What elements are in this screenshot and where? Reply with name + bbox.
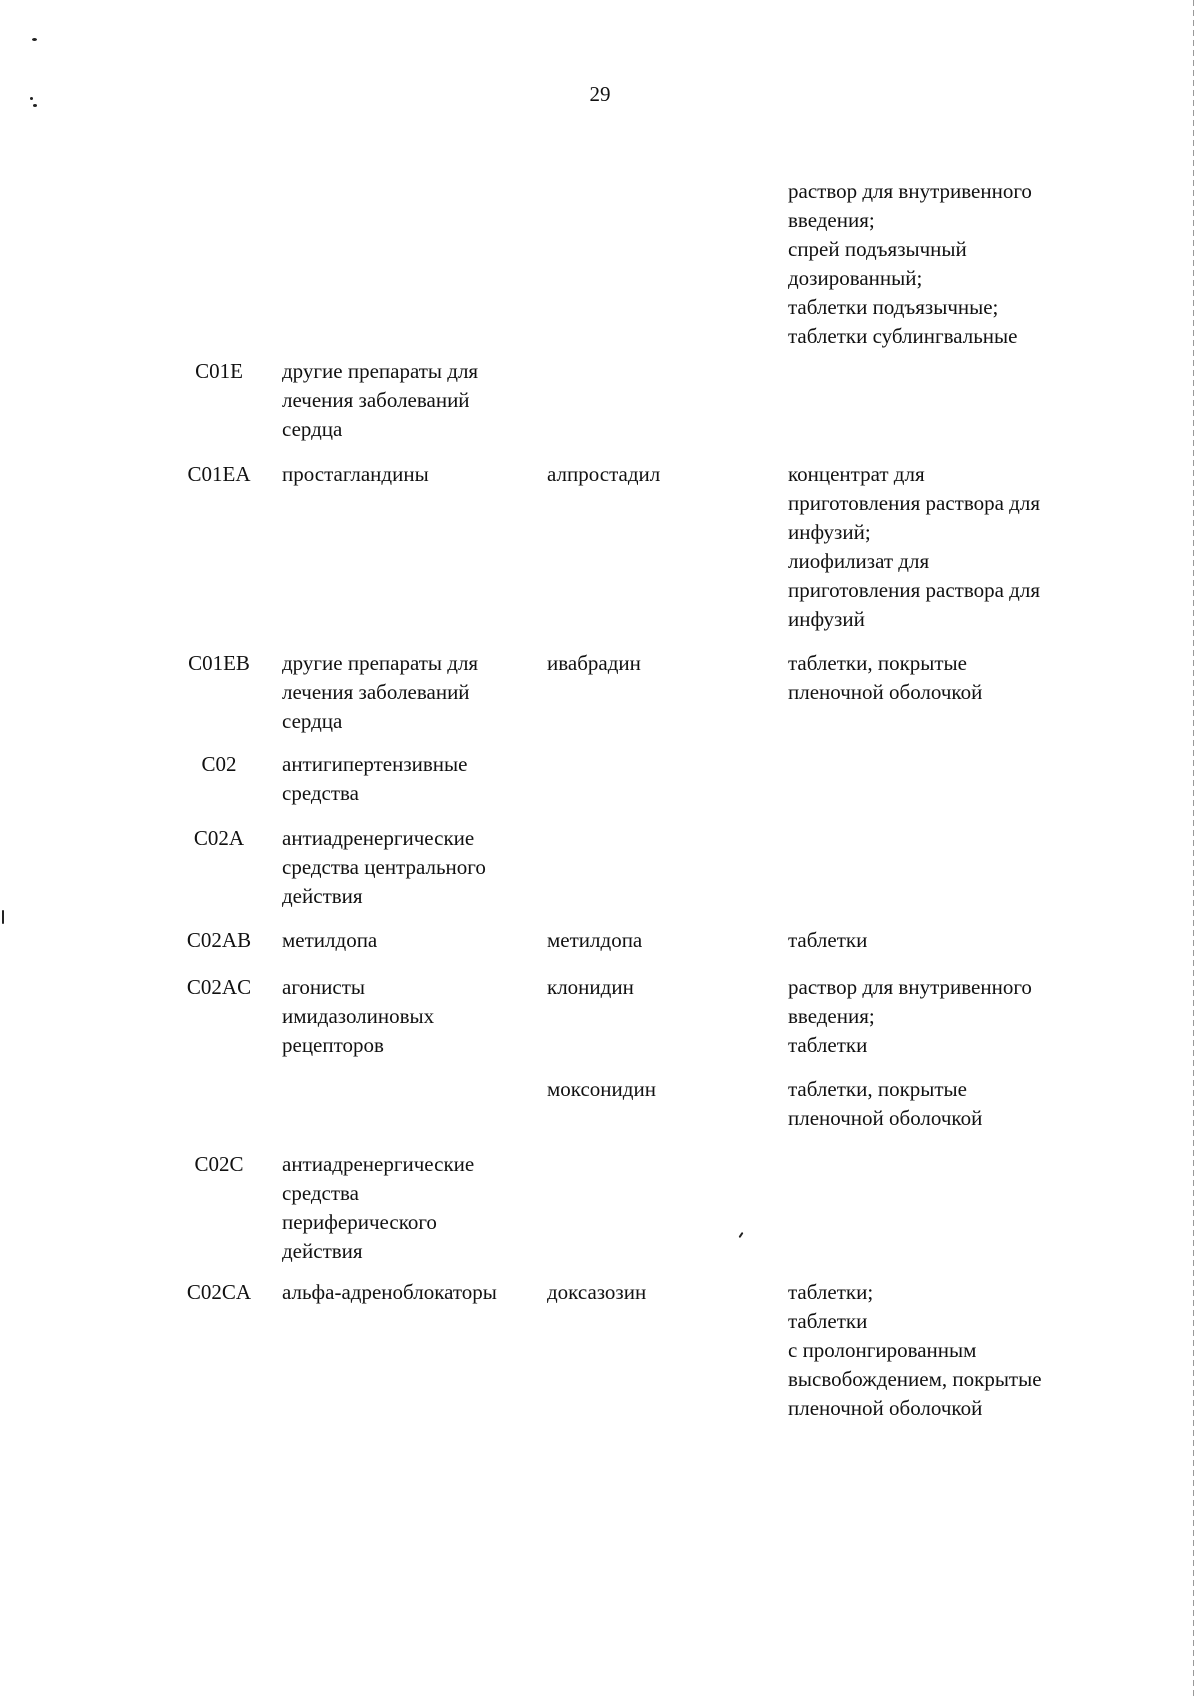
anatomical-group: другие препараты для лечения заболеваний сердца	[282, 651, 479, 733]
atc-code	[174, 926, 264, 955]
dosage-form: таблетки, покрытые пленочной оболочкой	[788, 651, 983, 704]
atc-code	[174, 973, 264, 1002]
page-number: 29	[589, 82, 611, 106]
drug-name: моксонидин	[547, 1077, 656, 1101]
dosage-form: раствор для внутривенного введения; таблетки	[788, 975, 1032, 1057]
scan-speck	[30, 97, 33, 100]
atc-code	[174, 1075, 264, 1104]
dosage-form: концентрат для приготовления раствора для инфузий; лиофилизат для приготовления раствора для инфузий	[788, 462, 1040, 631]
anatomical-group: антиадренергические средства периферического действия	[282, 1152, 475, 1263]
dosage-form: таблетки, покрытые пленочной оболочкой	[788, 1077, 983, 1130]
drug-name: ивабрадин	[547, 651, 641, 675]
drug-name: метилдопа	[547, 928, 643, 952]
dosage-form: таблетки; таблетки с пролонгированным высвобождением, покрытые пленочной оболочкой	[788, 1280, 1042, 1420]
drug-name: клонидин	[547, 975, 634, 999]
atc-code-text: C02A	[193, 826, 245, 850]
scan-speck	[33, 104, 37, 107]
anatomical-group: простагландины	[282, 462, 429, 486]
anatomical-group: агонисты имидазолиновых рецепторов	[282, 975, 435, 1057]
atc-code-text: C01E	[195, 359, 243, 383]
dosage-form: раствор для внутривенного введения; спрей подъязычный дозированный; таблетки подъязычные; таблетки сублингвальные	[788, 179, 1032, 348]
atc-code	[174, 460, 264, 489]
atc-code-text: C02AC	[186, 975, 252, 999]
atc-code	[174, 649, 264, 678]
scan-speck	[738, 1232, 743, 1238]
dosage-form: таблетки	[788, 928, 868, 952]
atc-code-text: C01EB	[188, 651, 250, 675]
scan-speck	[2, 910, 4, 924]
atc-code-text: C02	[201, 752, 237, 776]
atc-code	[174, 1278, 264, 1307]
drug-name: доксазозин	[547, 1280, 647, 1304]
atc-code	[174, 750, 264, 779]
atc-code	[174, 1150, 264, 1179]
atc-code-text: C01EA	[187, 462, 251, 486]
atc-code-text: C02AB	[186, 928, 252, 952]
drug-name: алпростадил	[547, 462, 661, 486]
atc-code-text: C02C	[194, 1152, 244, 1176]
anatomical-group: метилдопа	[282, 928, 378, 952]
anatomical-group: альфа-адреноблокаторы	[282, 1280, 497, 1304]
scan-edge-line	[1193, 0, 1194, 1697]
atc-code	[174, 824, 264, 853]
atc-code-text: C02CA	[186, 1280, 252, 1304]
atc-code	[174, 357, 264, 386]
atc-code	[174, 177, 264, 206]
scan-speck	[32, 38, 37, 41]
anatomical-group: антигипертензивные средства	[282, 752, 468, 805]
anatomical-group: другие препараты для лечения заболеваний сердца	[282, 359, 479, 441]
anatomical-group: антиадренергические средства центрального действия	[282, 826, 486, 908]
